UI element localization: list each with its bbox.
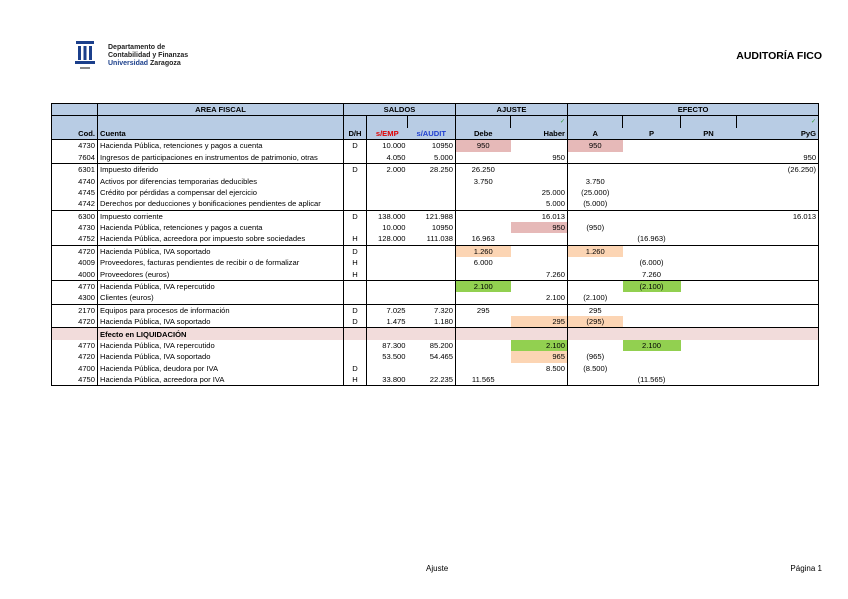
check-icon: ✓ (559, 118, 565, 125)
cell-pyg: (26.250) (737, 163, 819, 175)
cell-pyg: 16.013 (737, 210, 819, 222)
table-row (52, 351, 819, 362)
cell-debe (456, 152, 511, 164)
group-efecto: EFECTO (568, 104, 819, 116)
table-row (52, 280, 819, 292)
cell-dh (344, 222, 367, 233)
cell-pn (681, 257, 737, 268)
col-emp: s/EMP (367, 128, 408, 140)
cell-dh: D (344, 140, 367, 152)
cell-pyg (737, 187, 819, 198)
cell-audit: 10950 (431, 141, 453, 151)
cell-cod: 4770 (52, 340, 98, 351)
cell-pyg (737, 280, 819, 292)
cell-cuenta: Impuesto corriente (98, 210, 344, 222)
group-saldos: SALDOS (344, 104, 456, 116)
cell-debe: 11.565 (456, 374, 511, 386)
cell-a (568, 210, 623, 222)
cell-pyg (737, 363, 819, 374)
cell-a: 950 (568, 140, 623, 152)
cell-haber: 25.000 (541, 187, 565, 197)
cell-emp: 53.500 (367, 351, 408, 362)
cell-pyg: 950 (737, 152, 819, 164)
cell-debe (456, 363, 511, 374)
org-line1: Departamento de (108, 44, 166, 51)
cell-audit: 54.465 (429, 352, 453, 362)
cell-haber: 965 (511, 351, 568, 362)
cell-audit (408, 187, 456, 198)
cell-audit (408, 257, 456, 268)
cell-haber (511, 328, 568, 340)
table-row (52, 340, 819, 351)
cell-cuenta: Activos por diferencias temporarias deducibles (98, 175, 344, 186)
cell-p (623, 210, 681, 222)
cell-dh: D (344, 245, 367, 257)
cell-p (623, 245, 681, 257)
cell-cuenta: Proveedores, facturas pendientes de recibir o de formalizar (98, 257, 344, 268)
cell-cod: 4752 (52, 233, 98, 245)
cell-emp: 33.800 (367, 374, 408, 386)
spacer-row (52, 116, 819, 128)
cell-debe (456, 187, 511, 198)
cell-p (623, 163, 681, 175)
cell-haber: 295 (511, 316, 568, 328)
cell-debe: 3.750 (456, 175, 511, 186)
col-pyg: PyG (737, 128, 819, 140)
cell-p: 7.260 (641, 269, 661, 279)
cell-pn (681, 187, 737, 198)
cell-haber: 5.000 (545, 199, 565, 209)
table-row (52, 245, 819, 257)
cell-haber (511, 140, 568, 152)
cell-cod: 2170 (52, 304, 98, 316)
table-row (52, 187, 819, 198)
cell-p (623, 198, 681, 210)
cell-p: 2.100 (623, 340, 681, 351)
cell-debe (456, 292, 511, 304)
cell-cod: 4742 (52, 198, 98, 210)
table-row (52, 140, 819, 152)
cell-pn (681, 268, 737, 280)
table-row (52, 316, 819, 328)
cell-cod: 4740 (52, 175, 98, 186)
cell-audit: 5.000 (433, 152, 453, 162)
cell-p (623, 328, 681, 340)
cell-dh (344, 152, 367, 164)
cell-cod: 4700 (52, 363, 98, 374)
cell-a: 295 (568, 304, 623, 316)
cell-dh (344, 175, 367, 186)
group-ajuste: AJUSTE (456, 104, 568, 116)
document-title: AUDITORÍA FICO (736, 50, 822, 62)
cell-emp (367, 280, 408, 292)
cell-emp (367, 245, 408, 257)
cell-haber (511, 163, 568, 175)
cell-audit: 7.320 (408, 304, 456, 316)
cell-audit: 10950 (431, 223, 453, 233)
cell-a (568, 233, 623, 245)
cell-dh (344, 340, 367, 351)
cell-pyg (737, 340, 819, 351)
table-row (52, 175, 819, 186)
cell-cuenta: Hacienda Pública, IVA soportado (98, 316, 344, 328)
check-icon: ✓ (811, 118, 817, 125)
cell-cuenta: Impuesto diferido (98, 163, 344, 175)
cell-a (568, 280, 623, 292)
cell-haber (511, 233, 568, 245)
cell-dh: D (344, 363, 367, 374)
cell-a (568, 328, 623, 340)
cell-a: (965) (568, 351, 623, 362)
cell-debe (456, 198, 511, 210)
footer-sheet-name: Ajuste (426, 564, 449, 573)
group-area: AREA FISCAL (98, 104, 344, 116)
cell-emp: 10.000 (367, 140, 408, 152)
cell-pn (681, 280, 737, 292)
cell-audit (408, 198, 456, 210)
cell-haber (511, 257, 568, 268)
cell-audit (408, 280, 456, 292)
cell-cuenta: Derechos por deducciones y bonificaciones pendientes de aplicar (98, 198, 344, 210)
cell-cod: 4750 (52, 374, 98, 386)
cell-debe (456, 222, 511, 233)
liquidation-section-row (52, 328, 819, 340)
cell-a: (295) (568, 316, 623, 328)
cell-pyg (737, 351, 819, 362)
cell-cod (52, 328, 98, 340)
cell-pyg (737, 292, 819, 304)
cell-pn (681, 304, 737, 316)
column-header-row (52, 128, 819, 140)
table-row (52, 233, 819, 245)
cell-emp: 87.300 (367, 340, 408, 351)
cell-emp: 7.025 (367, 304, 408, 316)
cell-haber (511, 304, 568, 316)
cell-emp (367, 328, 408, 340)
cell-audit: 111.038 (426, 234, 453, 244)
cell-p (623, 304, 681, 316)
cell-emp (367, 363, 408, 374)
table-row (52, 198, 819, 210)
cell-cod: 4009 (52, 257, 98, 268)
cell-audit (408, 292, 456, 304)
col-audit: s/AUDIT (408, 128, 456, 140)
cell-debe: 1.260 (456, 245, 511, 257)
cell-haber: 950 (552, 152, 565, 162)
cell-cuenta: Hacienda Pública, acreedora por impuesto sobre sociedades (98, 233, 344, 245)
cell-haber (511, 374, 568, 386)
cell-audit: 121.988 (408, 210, 456, 222)
cell-p: (6.000) (639, 258, 664, 268)
cell-cuenta: Clientes (euros) (98, 292, 344, 304)
cell-pyg (737, 257, 819, 268)
cell-debe: 16.963 (456, 233, 511, 245)
cell-debe (456, 351, 511, 362)
cell-cuenta: Hacienda Pública, retenciones y pagos a cuenta (98, 140, 344, 152)
cell-emp: 10.000 (367, 222, 408, 233)
cell-dh: D (344, 316, 367, 328)
cell-a (568, 257, 623, 268)
org-name (108, 44, 188, 68)
cell-a: (8.500) (568, 363, 623, 374)
cell-dh (344, 292, 367, 304)
table-row (52, 363, 819, 374)
cell-dh (344, 328, 367, 340)
org-line3a: Universidad (108, 60, 149, 67)
cell-a (568, 374, 623, 386)
table-row (52, 268, 819, 280)
cell-pyg (737, 374, 819, 386)
cell-pyg (737, 175, 819, 186)
cell-dh: H (344, 268, 367, 280)
cell-dh: H (344, 233, 367, 245)
cell-a: (2.100) (568, 292, 623, 304)
cell-emp: 2.000 (367, 163, 408, 175)
cell-p (623, 351, 681, 362)
cell-dh (344, 351, 367, 362)
cell-cuenta: Equipos para procesos de información (98, 304, 344, 316)
cell-debe (456, 316, 511, 328)
cell-pn (681, 233, 737, 245)
cell-audit: 22.235 (429, 375, 453, 385)
cell-cuenta: Efecto en LIQUIDACIÓN (98, 328, 344, 340)
cell-debe (456, 328, 511, 340)
cell-cod: 4300 (52, 292, 98, 304)
cell-dh: H (344, 374, 367, 386)
cell-haber: 8.500 (545, 363, 565, 373)
table-row (52, 374, 819, 386)
cell-a: 3.750 (568, 175, 623, 186)
cell-audit (408, 245, 456, 257)
cell-p (623, 152, 681, 164)
cell-pyg (737, 233, 819, 245)
cell-dh: D (344, 210, 367, 222)
cell-pn (681, 292, 737, 304)
cell-p (623, 363, 681, 374)
cell-p (623, 175, 681, 186)
cell-debe: 6.000 (456, 257, 511, 268)
cell-audit (408, 268, 456, 280)
cell-pn (681, 163, 737, 175)
cell-pn (681, 363, 737, 374)
cell-debe (456, 340, 511, 351)
cell-haber: 2.100 (511, 340, 568, 351)
table-row (52, 163, 819, 175)
cell-p (623, 140, 681, 152)
table-row (52, 304, 819, 316)
footer-page-number: Página 1 (790, 564, 822, 573)
col-haber: Haber (511, 128, 568, 140)
cell-cod: 6300 (52, 210, 98, 222)
cell-emp (367, 198, 408, 210)
cell-debe: 2.100 (456, 280, 511, 292)
cell-p (623, 316, 681, 328)
cell-p: (11.565) (637, 375, 666, 385)
cell-cod: 4720 (52, 316, 98, 328)
col-p: P (623, 128, 681, 140)
cell-cuenta: Hacienda Pública, IVA soportado (98, 245, 344, 257)
cell-a (568, 163, 623, 175)
cell-cuenta: Crédito por pérdidas a compensar del ejercicio (98, 187, 344, 198)
cell-haber: 950 (511, 222, 568, 233)
table-row (52, 257, 819, 268)
cell-pyg (737, 328, 819, 340)
cell-cod: 4000 (52, 268, 98, 280)
cell-pyg (737, 245, 819, 257)
cell-pn (681, 140, 737, 152)
org-line2: Contabilidad y Finanzas (108, 52, 189, 59)
cell-dh: H (344, 257, 367, 268)
cell-emp (367, 187, 408, 198)
col-pn: PN (681, 128, 737, 140)
cell-pn (681, 340, 737, 351)
cell-dh: D (344, 304, 367, 316)
cell-a (568, 152, 623, 164)
cell-pn (681, 210, 737, 222)
cell-pn (681, 316, 737, 328)
cell-a: 1.260 (568, 245, 623, 257)
cell-a: (5.000) (568, 198, 623, 210)
cell-a (568, 340, 623, 351)
cell-audit: 1.180 (433, 317, 453, 327)
cell-emp (367, 292, 408, 304)
cell-cod: 4720 (52, 351, 98, 362)
cell-cod: 4770 (52, 280, 98, 292)
cell-pn (681, 374, 737, 386)
col-a: A (568, 128, 623, 140)
cell-pn (681, 152, 737, 164)
cell-audit (408, 175, 456, 186)
cell-cuenta: Ingresos de participaciones en instrumentos de patrimonio, otras (98, 152, 344, 164)
cell-p: (16.963) (637, 234, 666, 244)
cell-cod: 4745 (52, 187, 98, 198)
cell-debe: 26.250 (456, 163, 511, 175)
table-row (52, 222, 819, 233)
cell-dh (344, 280, 367, 292)
cell-dh: D (344, 163, 367, 175)
cell-emp (367, 268, 408, 280)
cell-pn (681, 351, 737, 362)
table-row (52, 152, 819, 164)
cell-cuenta: Hacienda Pública, acreedora por IVA (98, 374, 344, 386)
cell-a (568, 268, 623, 280)
cell-audit: 28.250 (408, 163, 456, 175)
university-logo-icon (74, 40, 96, 72)
cell-debe (456, 210, 511, 222)
table-row (52, 292, 819, 304)
cell-cuenta: Hacienda Pública, IVA repercutido (98, 340, 344, 351)
cell-pyg (737, 316, 819, 328)
cell-haber: 2.100 (545, 293, 565, 303)
cell-pn (681, 245, 737, 257)
cell-audit (408, 328, 456, 340)
cell-a: (950) (568, 222, 623, 233)
cell-haber (511, 280, 568, 292)
cell-haber (511, 175, 568, 186)
cell-emp (367, 257, 408, 268)
cell-p: (2.100) (623, 280, 681, 292)
cell-p (623, 187, 681, 198)
cell-emp (367, 175, 408, 186)
cell-pn (681, 328, 737, 340)
cell-cuenta: Proveedores (euros) (98, 268, 344, 280)
fiscal-table (51, 103, 819, 386)
cell-pn (681, 222, 737, 233)
cell-haber (511, 245, 568, 257)
cell-pyg (737, 268, 819, 280)
cell-a: (25.000) (568, 187, 623, 198)
cell-pyg (737, 140, 819, 152)
cell-dh (344, 187, 367, 198)
cell-emp: 138.000 (367, 210, 408, 222)
cell-p (623, 292, 681, 304)
cell-haber: 16.013 (511, 210, 568, 222)
cell-cod: 4730 (52, 222, 98, 233)
col-debe: Debe (456, 128, 511, 140)
cell-cuenta: Hacienda Pública, deudora por IVA (98, 363, 344, 374)
cell-cuenta: Hacienda Pública, IVA repercutido (98, 280, 344, 292)
cell-debe (456, 268, 511, 280)
col-cod: Cod. (52, 128, 98, 140)
cell-cod: 4720 (52, 245, 98, 257)
cell-emp: 1.475 (367, 316, 408, 328)
cell-audit (408, 363, 456, 374)
cell-p (623, 222, 681, 233)
cell-emp: 128.000 (367, 233, 408, 245)
cell-pn (681, 175, 737, 186)
org-line3b: Zaragoza (150, 60, 181, 67)
cell-pyg (737, 222, 819, 233)
cell-pn (681, 198, 737, 210)
group-header-row (52, 104, 819, 116)
col-dh: D/H (344, 128, 367, 140)
col-cuenta: Cuenta (98, 128, 344, 140)
cell-cod: 6301 (52, 163, 98, 175)
cell-dh (344, 198, 367, 210)
cell-debe: 950 (456, 140, 511, 152)
table-row (52, 210, 819, 222)
cell-cuenta: Hacienda Pública, IVA soportado (98, 351, 344, 362)
cell-emp: 4.050 (367, 152, 408, 164)
cell-debe: 295 (456, 304, 511, 316)
cell-cod: 7604 (52, 152, 98, 164)
cell-pyg (737, 198, 819, 210)
cell-audit: 85.200 (429, 341, 453, 350)
cell-cod: 4730 (52, 140, 98, 152)
cell-haber: 7.260 (545, 269, 565, 279)
cell-pyg (737, 304, 819, 316)
cell-cuenta: Hacienda Pública, retenciones y pagos a cuenta (98, 222, 344, 233)
